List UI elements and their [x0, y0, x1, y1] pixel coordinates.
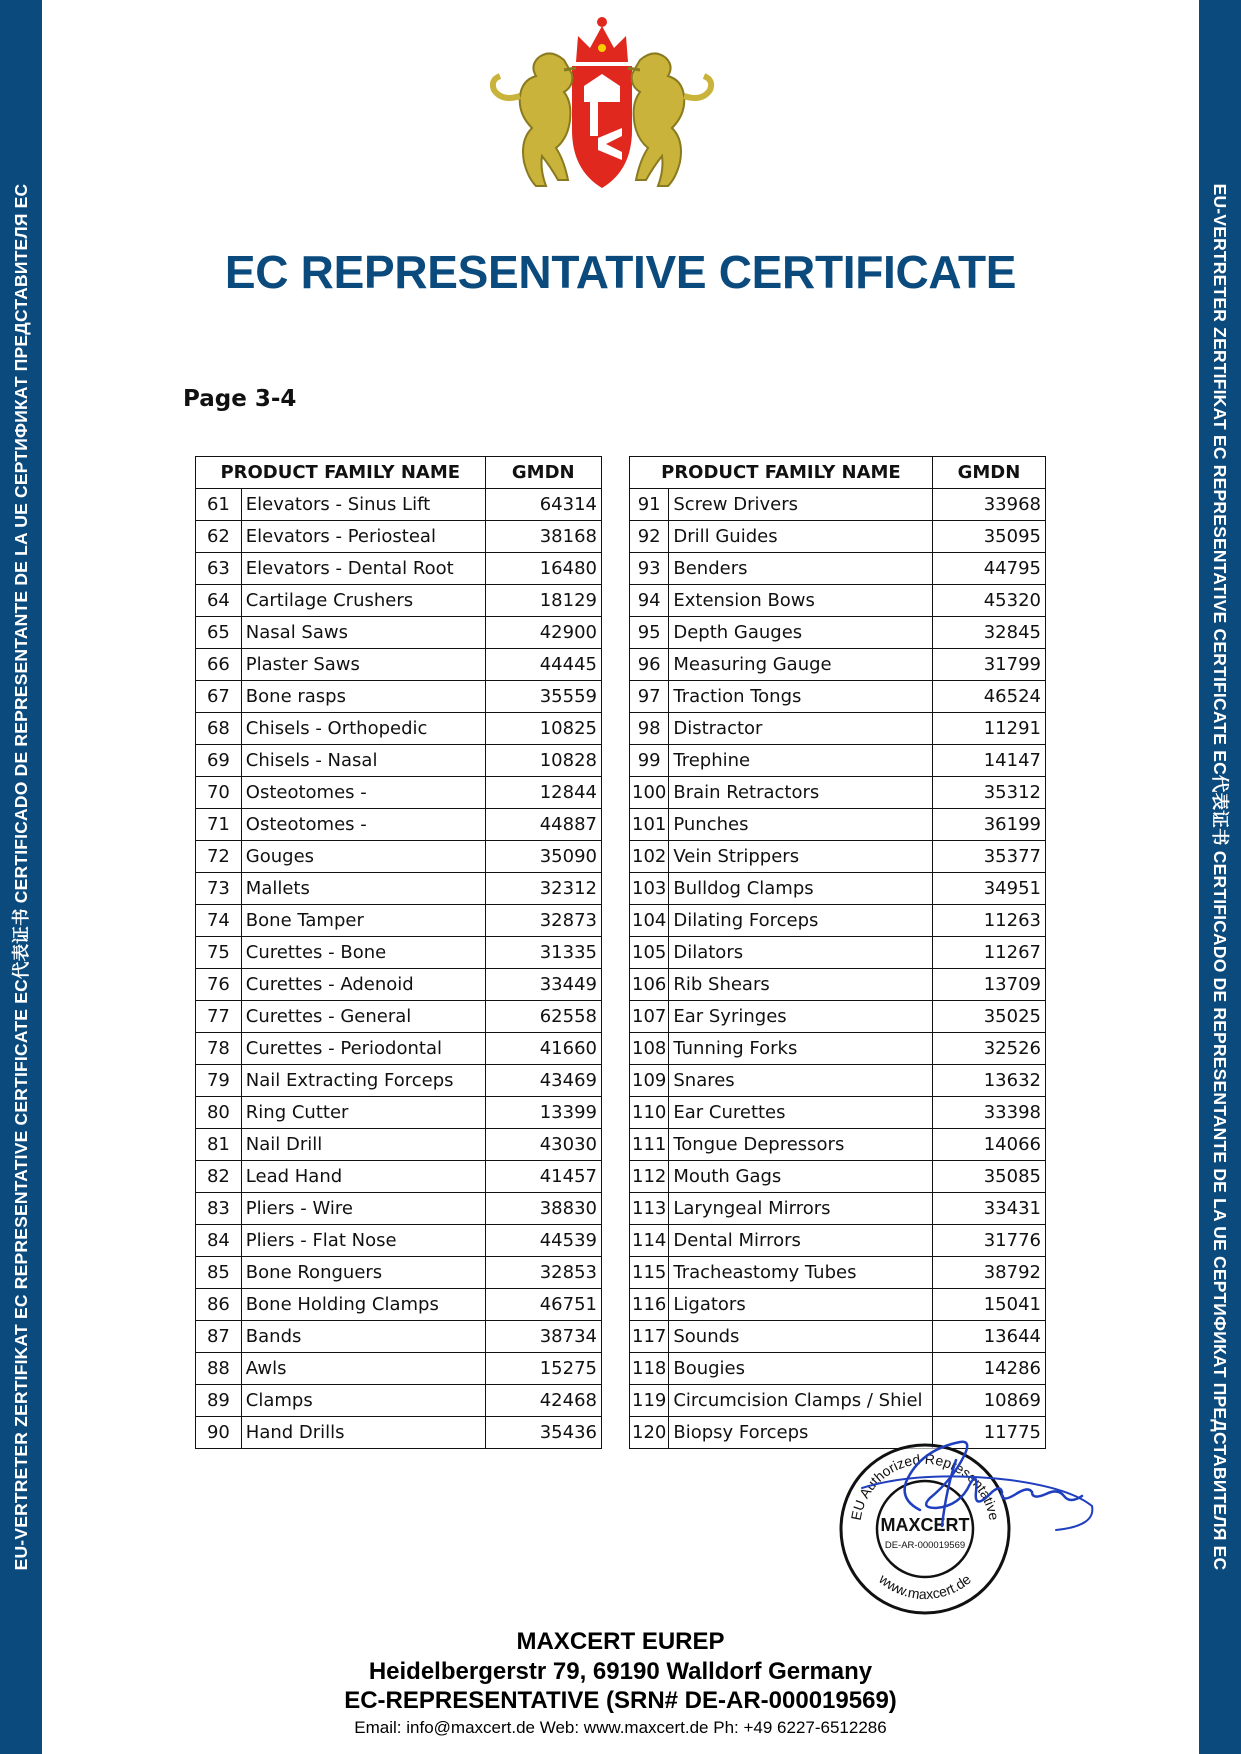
column-header-gmdn: GMDN — [485, 457, 602, 489]
product-family-name: Laryngeal Mirrors — [669, 1193, 933, 1225]
product-family-name: Ring Cutter — [241, 1097, 485, 1129]
table-row — [196, 553, 602, 585]
gmdn-code: 13632 — [932, 1065, 1045, 1097]
gmdn-code: 13399 — [485, 1097, 602, 1129]
product-family-name: Trephine — [669, 745, 933, 777]
row-number: 104 — [630, 905, 669, 937]
table-row — [196, 1065, 602, 1097]
table-row — [630, 745, 1046, 777]
gmdn-code: 14286 — [932, 1353, 1045, 1385]
gmdn-code: 11775 — [932, 1417, 1045, 1449]
product-family-name: Bone Ronguers — [241, 1257, 485, 1289]
signature-icon — [860, 1430, 1100, 1548]
product-family-name: Depth Gauges — [669, 617, 933, 649]
product-family-name: Measuring Gauge — [669, 649, 933, 681]
row-number: 85 — [196, 1257, 242, 1289]
footer-representative: EC-REPRESENTATIVE (SRN# DE-AR-000019569) — [344, 1687, 897, 1714]
product-family-name: Bougies — [669, 1353, 933, 1385]
gmdn-code: 45320 — [932, 585, 1045, 617]
table-row — [630, 777, 1046, 809]
gmdn-code: 32312 — [485, 873, 602, 905]
row-number: 117 — [630, 1321, 669, 1353]
product-family-name: Distractor — [669, 713, 933, 745]
table-row — [196, 809, 602, 841]
row-number: 102 — [630, 841, 669, 873]
table-row — [196, 521, 602, 553]
gmdn-code: 42900 — [485, 617, 602, 649]
table-row — [630, 809, 1046, 841]
gmdn-code: 35312 — [932, 777, 1045, 809]
gmdn-code: 10869 — [932, 1385, 1045, 1417]
table-row — [196, 1289, 602, 1321]
table-row — [630, 1097, 1046, 1129]
gmdn-code: 31335 — [485, 937, 602, 969]
gmdn-code: 36199 — [932, 809, 1045, 841]
table-row — [196, 873, 602, 905]
product-family-name: Bone rasps — [241, 681, 485, 713]
table-row — [630, 489, 1046, 521]
table-row — [630, 1225, 1046, 1257]
gmdn-code: 44795 — [932, 553, 1045, 585]
table-row — [630, 1001, 1046, 1033]
row-number: 91 — [630, 489, 669, 521]
gmdn-code: 16480 — [485, 553, 602, 585]
product-family-name: Snares — [669, 1065, 933, 1097]
gmdn-code: 34951 — [932, 873, 1045, 905]
table-row — [630, 553, 1046, 585]
gmdn-code: 12844 — [485, 777, 602, 809]
row-number: 99 — [630, 745, 669, 777]
gmdn-code: 35377 — [932, 841, 1045, 873]
gmdn-code: 38168 — [485, 521, 602, 553]
product-table-left — [195, 456, 602, 1449]
gmdn-code: 62558 — [485, 1001, 602, 1033]
product-family-name: Lead Hand — [241, 1161, 485, 1193]
product-family-name: Biopsy Forceps — [669, 1417, 933, 1449]
product-family-name: Curettes - Periodontal — [241, 1033, 485, 1065]
table-row — [196, 649, 602, 681]
gmdn-code: 33968 — [932, 489, 1045, 521]
product-family-name: Tongue Depressors — [669, 1129, 933, 1161]
row-number: 111 — [630, 1129, 669, 1161]
table-row — [630, 873, 1046, 905]
product-family-name: Awls — [241, 1353, 485, 1385]
gmdn-code: 11263 — [932, 905, 1045, 937]
row-number: 87 — [196, 1321, 242, 1353]
product-family-name: Cartilage Crushers — [241, 585, 485, 617]
table-row — [630, 1321, 1046, 1353]
table-row — [196, 937, 602, 969]
left-table-body — [196, 489, 602, 1449]
table-row — [196, 1129, 602, 1161]
row-number: 70 — [196, 777, 242, 809]
gmdn-code: 38792 — [932, 1257, 1045, 1289]
gmdn-code: 44539 — [485, 1225, 602, 1257]
product-family-name: Pliers - Wire — [241, 1193, 485, 1225]
gmdn-code: 44887 — [485, 809, 602, 841]
right-table-body — [630, 489, 1046, 1449]
row-number: 82 — [196, 1161, 242, 1193]
row-number: 118 — [630, 1353, 669, 1385]
row-number: 84 — [196, 1225, 242, 1257]
product-family-name: Curettes - General — [241, 1001, 485, 1033]
product-family-name: Mouth Gags — [669, 1161, 933, 1193]
table-row — [196, 745, 602, 777]
gmdn-code: 10828 — [485, 745, 602, 777]
gmdn-code: 35025 — [932, 1001, 1045, 1033]
table-row — [630, 1193, 1046, 1225]
product-family-name: Mallets — [241, 873, 485, 905]
table-row — [630, 585, 1046, 617]
row-number: 88 — [196, 1353, 242, 1385]
row-number: 77 — [196, 1001, 242, 1033]
row-number: 74 — [196, 905, 242, 937]
product-family-name: Rib Shears — [669, 969, 933, 1001]
table-row — [630, 617, 1046, 649]
row-number: 101 — [630, 809, 669, 841]
product-family-name: Pliers - Flat Nose — [241, 1225, 485, 1257]
gmdn-code: 41457 — [485, 1161, 602, 1193]
product-family-name: Benders — [669, 553, 933, 585]
gmdn-code: 44445 — [485, 649, 602, 681]
product-family-name: Chisels - Nasal — [241, 745, 485, 777]
column-header-gmdn: GMDN — [932, 457, 1045, 489]
product-family-name: Curettes - Bone — [241, 937, 485, 969]
row-number: 80 — [196, 1097, 242, 1129]
table-row — [196, 1353, 602, 1385]
table-row — [630, 905, 1046, 937]
row-number: 112 — [630, 1161, 669, 1193]
table-row — [196, 969, 602, 1001]
product-family-name: Ear Syringes — [669, 1001, 933, 1033]
product-family-name: Bands — [241, 1321, 485, 1353]
right-band-text: EU-VERTRETER ZERTIFIKAT EC REPRESENTATIVE CERTIFICATE EC代表证书 CERTIFICADO DE REPRESENTANTE DE LA UE СЕРТИФИКАТ ПРЕДСТАВИТЕЛЯ EC — [1210, 183, 1230, 1571]
table-row — [630, 1129, 1046, 1161]
row-number: 86 — [196, 1289, 242, 1321]
row-number: 115 — [630, 1257, 669, 1289]
table-row — [630, 1385, 1046, 1417]
stamp-brand: MAXCERT — [880, 1515, 970, 1535]
table-row — [196, 681, 602, 713]
product-family-name: Elevators - Dental Root — [241, 553, 485, 585]
product-family-name: Plaster Saws — [241, 649, 485, 681]
row-number: 90 — [196, 1417, 242, 1449]
table-row — [196, 1225, 602, 1257]
product-family-name: Dilating Forceps — [669, 905, 933, 937]
gmdn-code: 10825 — [485, 713, 602, 745]
product-family-name: Dental Mirrors — [669, 1225, 933, 1257]
table-row — [196, 1321, 602, 1353]
table-row — [630, 681, 1046, 713]
row-number: 98 — [630, 713, 669, 745]
row-number: 69 — [196, 745, 242, 777]
table-row — [196, 1417, 602, 1449]
gmdn-code: 32845 — [932, 617, 1045, 649]
gmdn-code: 38734 — [485, 1321, 602, 1353]
page-number-label: Page 3-4 — [183, 386, 297, 412]
column-header-product-family: PRODUCT FAMILY NAME — [196, 457, 486, 489]
product-family-name: Vein Strippers — [669, 841, 933, 873]
table-row — [196, 713, 602, 745]
gmdn-code: 32853 — [485, 1257, 602, 1289]
product-family-name: Brain Retractors — [669, 777, 933, 809]
row-number: 67 — [196, 681, 242, 713]
table-row — [630, 521, 1046, 553]
gmdn-code: 43469 — [485, 1065, 602, 1097]
table-row — [630, 1033, 1046, 1065]
gmdn-code: 15275 — [485, 1353, 602, 1385]
row-number: 95 — [630, 617, 669, 649]
row-number: 103 — [630, 873, 669, 905]
product-family-name: Osteotomes - — [241, 777, 485, 809]
footer-address: Heidelbergerstr 79, 69190 Walldorf Germany — [368, 1658, 873, 1685]
row-number: 68 — [196, 713, 242, 745]
row-number: 100 — [630, 777, 669, 809]
gmdn-code: 35085 — [932, 1161, 1045, 1193]
table-row — [630, 713, 1046, 745]
gmdn-code: 35090 — [485, 841, 602, 873]
product-table-right — [629, 456, 1046, 1449]
coat-of-arms-logo-icon — [480, 10, 760, 210]
table-row — [630, 1257, 1046, 1289]
row-number: 119 — [630, 1385, 669, 1417]
row-number: 92 — [630, 521, 669, 553]
gmdn-code: 11291 — [932, 713, 1045, 745]
table-row — [196, 585, 602, 617]
gmdn-code: 32526 — [932, 1033, 1045, 1065]
gmdn-code: 42468 — [485, 1385, 602, 1417]
product-family-name: Nasal Saws — [241, 617, 485, 649]
table-row — [630, 841, 1046, 873]
gmdn-code: 31776 — [932, 1225, 1045, 1257]
gmdn-code: 15041 — [932, 1289, 1045, 1321]
row-number: 120 — [630, 1417, 669, 1449]
gmdn-code: 31799 — [932, 649, 1045, 681]
table-row — [196, 617, 602, 649]
gmdn-code: 41660 — [485, 1033, 602, 1065]
gmdn-code: 14066 — [932, 1129, 1045, 1161]
row-number: 106 — [630, 969, 669, 1001]
table-row — [196, 1161, 602, 1193]
footer-company: MAXCERT EUREP — [516, 1628, 725, 1655]
row-number: 109 — [630, 1065, 669, 1097]
column-header-product-family: PRODUCT FAMILY NAME — [630, 457, 933, 489]
product-family-name: Bone Tamper — [241, 905, 485, 937]
product-family-name: Screw Drivers — [669, 489, 933, 521]
table-header-row — [196, 457, 602, 489]
table-row — [196, 1257, 602, 1289]
product-family-name: Tunning Forks — [669, 1033, 933, 1065]
row-number: 108 — [630, 1033, 669, 1065]
row-number: 113 — [630, 1193, 669, 1225]
row-number: 78 — [196, 1033, 242, 1065]
row-number: 72 — [196, 841, 242, 873]
row-number: 83 — [196, 1193, 242, 1225]
row-number: 63 — [196, 553, 242, 585]
row-number: 61 — [196, 489, 242, 521]
gmdn-code: 14147 — [932, 745, 1045, 777]
row-number: 116 — [630, 1289, 669, 1321]
row-number: 93 — [630, 553, 669, 585]
product-family-name: Nail Extracting Forceps — [241, 1065, 485, 1097]
table-row — [630, 969, 1046, 1001]
table-row — [630, 1065, 1046, 1097]
left-band-text: EU-VERTRETER ZERTIFIKAT EC REPRESENTATIVE CERTIFICATE EC代表证书 CERTIFICADO DE REPRESENTANTE DE LA UE СЕРТИФИКАТ ПРЕДСТАВИТЕЛЯ EC — [11, 183, 31, 1571]
row-number: 62 — [196, 521, 242, 553]
row-number: 73 — [196, 873, 242, 905]
table-row — [196, 841, 602, 873]
table-row — [196, 1193, 602, 1225]
table-row — [630, 937, 1046, 969]
row-number: 110 — [630, 1097, 669, 1129]
product-family-name: Dilators — [669, 937, 933, 969]
stamp-url-text: www.maxcert.de — [876, 1570, 974, 1603]
product-family-name: Circumcision Clamps / Shiel — [669, 1385, 933, 1417]
row-number: 65 — [196, 617, 242, 649]
product-family-name: Tracheastomy Tubes — [669, 1257, 933, 1289]
product-family-name: Bulldog Clamps — [669, 873, 933, 905]
table-row — [630, 1353, 1046, 1385]
right-side-band — [1199, 0, 1241, 1754]
product-family-name: Punches — [669, 809, 933, 841]
product-family-name: Bone Holding Clamps — [241, 1289, 485, 1321]
table-row — [196, 1001, 602, 1033]
product-family-name: Ear Curettes — [669, 1097, 933, 1129]
product-family-name: Hand Drills — [241, 1417, 485, 1449]
gmdn-code: 46751 — [485, 1289, 602, 1321]
product-family-name: Sounds — [669, 1321, 933, 1353]
gmdn-code: 35559 — [485, 681, 602, 713]
gmdn-code: 33398 — [932, 1097, 1045, 1129]
product-family-name: Osteotomes - — [241, 809, 485, 841]
table-row — [196, 1385, 602, 1417]
gmdn-code: 43030 — [485, 1129, 602, 1161]
row-number: 76 — [196, 969, 242, 1001]
product-family-name: Extension Bows — [669, 585, 933, 617]
footer-contact: Email: info@maxcert.de Web: www.maxcert.de Ph: +49 6227-6512286 — [354, 1718, 887, 1737]
product-family-name: Elevators - Sinus Lift — [241, 489, 485, 521]
row-number: 81 — [196, 1129, 242, 1161]
product-family-name: Drill Guides — [669, 521, 933, 553]
row-number: 64 — [196, 585, 242, 617]
product-family-name: Traction Tongs — [669, 681, 933, 713]
gmdn-code: 35095 — [932, 521, 1045, 553]
stamp-ring-text: EU Authorized Representative — [847, 1450, 1003, 1522]
product-family-name: Ligators — [669, 1289, 933, 1321]
gmdn-code: 35436 — [485, 1417, 602, 1449]
gmdn-code: 33449 — [485, 969, 602, 1001]
stamp-srn: DE-AR-000019569 — [884, 1540, 966, 1551]
row-number: 75 — [196, 937, 242, 969]
row-number: 96 — [630, 649, 669, 681]
left-side-band — [0, 0, 42, 1754]
product-family-name: Clamps — [241, 1385, 485, 1417]
product-family-name: Chisels - Orthopedic — [241, 713, 485, 745]
gmdn-code: 64314 — [485, 489, 602, 521]
row-number: 105 — [630, 937, 669, 969]
gmdn-code: 11267 — [932, 937, 1045, 969]
gmdn-code: 13709 — [932, 969, 1045, 1001]
table-row — [196, 1097, 602, 1129]
page-title: EC REPRESENTATIVE CERTIFICATE — [224, 246, 1017, 298]
row-number: 97 — [630, 681, 669, 713]
row-number: 94 — [630, 585, 669, 617]
table-row — [196, 777, 602, 809]
product-family-name: Gouges — [241, 841, 485, 873]
row-number: 79 — [196, 1065, 242, 1097]
row-number: 66 — [196, 649, 242, 681]
product-family-name: Nail Drill — [241, 1129, 485, 1161]
gmdn-code: 33431 — [932, 1193, 1045, 1225]
table-row — [630, 649, 1046, 681]
row-number: 89 — [196, 1385, 242, 1417]
gmdn-code: 13644 — [932, 1321, 1045, 1353]
gmdn-code: 18129 — [485, 585, 602, 617]
table-row — [196, 1033, 602, 1065]
product-family-name: Elevators - Periosteal — [241, 521, 485, 553]
table-header-row — [630, 457, 1046, 489]
gmdn-code: 46524 — [932, 681, 1045, 713]
table-row — [196, 489, 602, 521]
gmdn-code: 32873 — [485, 905, 602, 937]
row-number: 114 — [630, 1225, 669, 1257]
row-number: 107 — [630, 1001, 669, 1033]
row-number: 71 — [196, 809, 242, 841]
table-row — [196, 905, 602, 937]
gmdn-code: 38830 — [485, 1193, 602, 1225]
product-family-name: Curettes - Adenoid — [241, 969, 485, 1001]
table-row — [630, 1289, 1046, 1321]
table-row — [630, 1161, 1046, 1193]
